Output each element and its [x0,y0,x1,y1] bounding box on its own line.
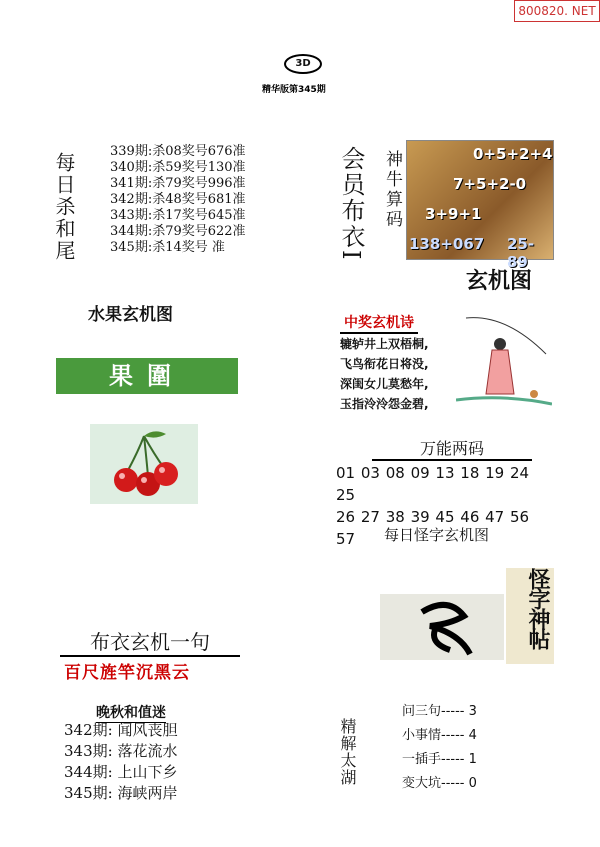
issue-prefix: 精华版第 [262,85,299,95]
list-item: 小事情----- 4 [402,728,477,743]
fruit-banner: 果圍 [56,358,238,394]
list-item: 变大坑----- 0 [402,776,477,791]
list-item: 340期:杀59奖号130准 [110,160,246,175]
list-item: 339期:杀08奖号676准 [110,144,246,159]
buyi-title: 布衣玄机一句 [60,626,240,657]
list-item: 344期: 上山下乡 [64,763,178,781]
taihu-list [402,700,477,796]
list-item: 341期:杀79奖号996准 [110,176,246,191]
two-codes-title: 万能两码 [372,436,532,461]
ox-line-4: 138+067 [409,235,485,253]
ox-line-3: 3+9+1 [425,205,482,223]
strange-word-image [380,594,504,660]
strange-word-art: 怪字神帖 [506,568,554,664]
fisherman-image [456,314,552,412]
strange-word-title: 每日怪字玄机图 [384,526,490,544]
poem-title: 中奖玄机诗 [340,312,418,334]
fruit-title: 水果玄机图 [88,305,173,325]
list-item: 343期: 落花流水 [64,742,178,760]
logo: 3D [284,54,322,74]
list-item: 345期: 海峡两岸 [64,784,178,802]
member-title: 会员布衣I [337,146,365,262]
daily-kill-title: 每日杀和尾 [52,152,76,262]
numbers-row: 01 03 08 09 13 18 19 24 25 [336,464,530,504]
list-item: 342期:杀48奖号681准 [110,192,246,207]
poem-line: 辘轳井上双梧桐, [340,337,429,351]
issue-number: 345期 [298,85,326,95]
list-item: 345期:杀14奖号 准 [110,240,225,255]
poem-line: 飞鸟衔花日将没, [340,357,429,371]
taihu-title: 精解太湖 [338,718,357,786]
watermark: 800820. NET [514,0,600,22]
buyi-line: 百尺旌竿沉黑云 [64,663,190,683]
riddle-list [64,720,177,804]
issue-label [262,82,326,95]
list-item: 342期: 闻风丧胆 [64,721,178,739]
member-subtitle: 神牛算码 [382,150,402,230]
ox-line-2: 7+5+2-0 [453,175,527,193]
ox-line-5: 25-89 [507,235,535,271]
numbers-row: 26 27 38 39 45 46 47 56 57 [336,508,530,548]
cherry-image [90,424,198,504]
list-item: 343期:杀17奖号645准 [110,208,246,223]
xuanjitu-label: 玄机图 [466,268,533,294]
list-item: 问三句----- 3 [402,704,477,719]
ox-line-1: 0+5+2+4 [473,145,553,163]
poem-line: 深闺女儿莫愁年, [340,377,429,391]
cherry-icon [90,424,198,504]
list-item: 一插手----- 1 [402,752,477,767]
daily-kill-list [110,144,246,256]
ox-image [406,140,554,271]
riddle-title: 晚秋和值迷 [96,702,166,723]
list-item: 344期:杀79奖号622准 [110,224,246,239]
poem-line: 玉指泠泠怨金碧, [340,397,429,411]
